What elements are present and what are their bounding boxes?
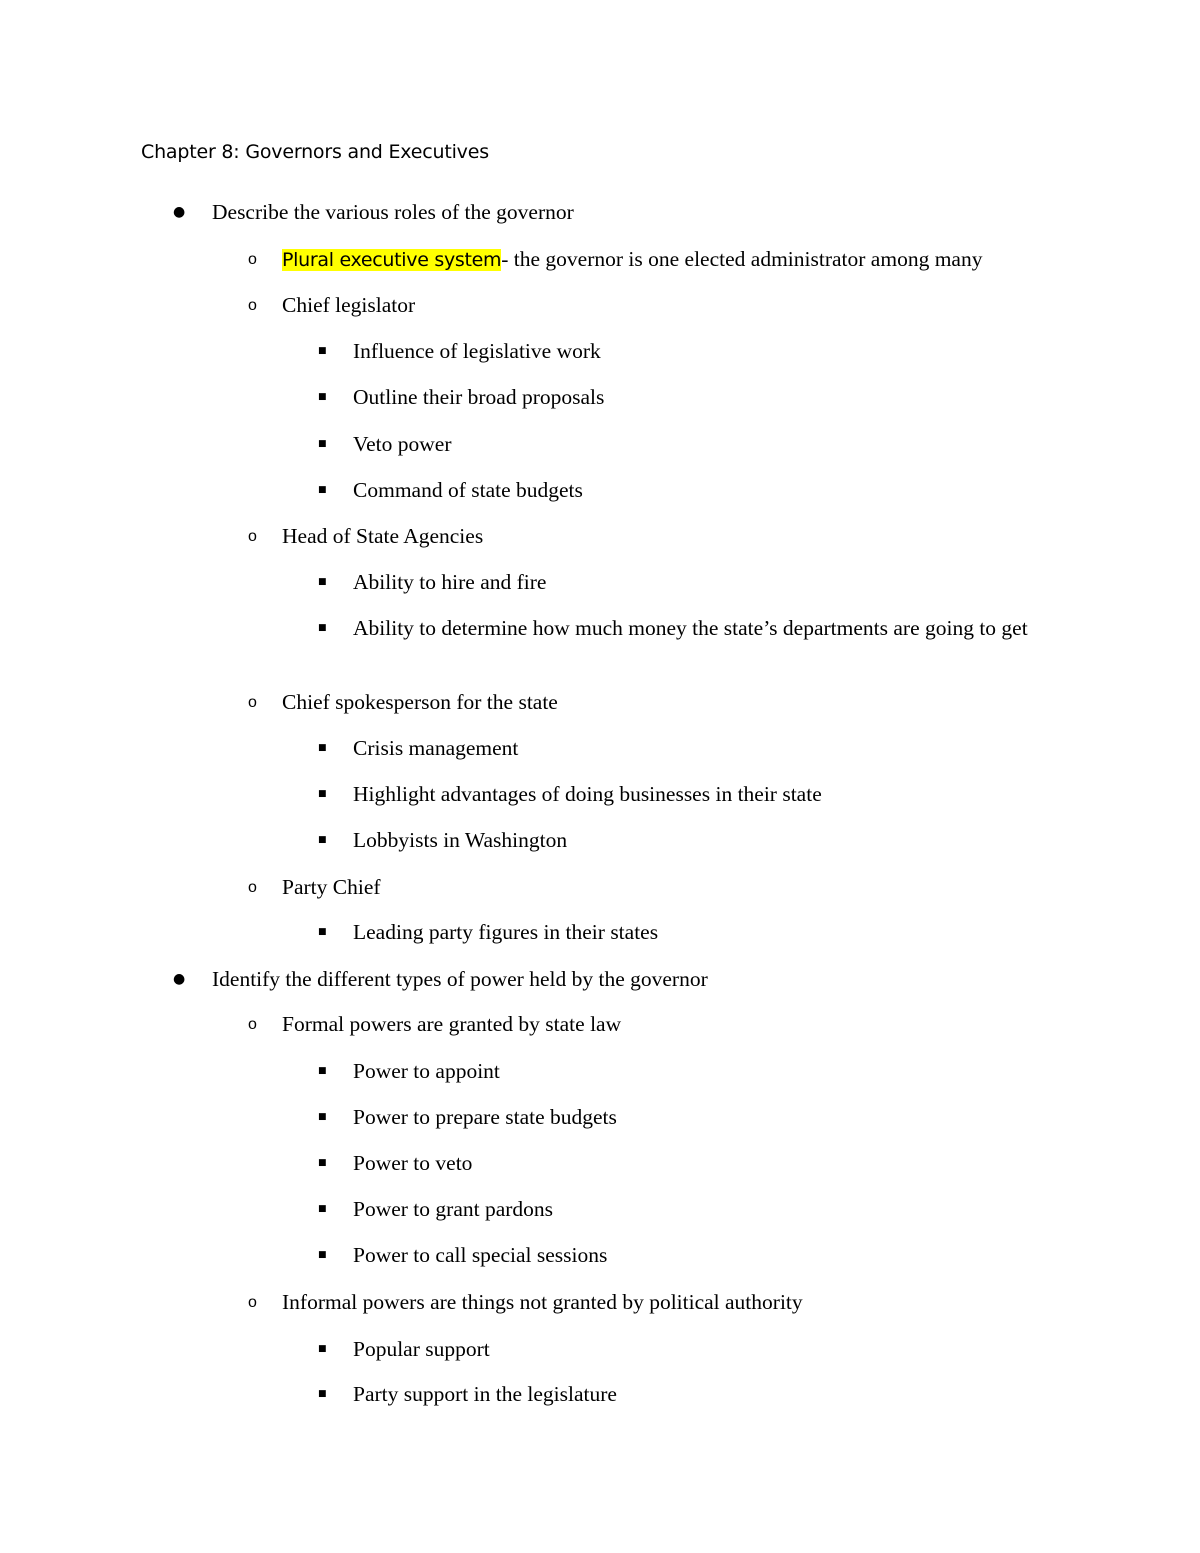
list-item-head-agencies: Head of State Agencies (282, 524, 484, 548)
list-item: Outline their broad proposals (353, 385, 605, 409)
bullet-square-icon: ■ (318, 439, 327, 449)
list-item-chief-legislator: Chief legislator (282, 293, 416, 317)
bullet-square-icon: ■ (318, 1344, 327, 1354)
bullet-square-icon: ■ (318, 485, 327, 495)
bullet-disc-icon: ● (173, 971, 186, 987)
list-item: Crisis management (353, 736, 519, 760)
bullet-circle-icon: o (248, 1294, 257, 1311)
bullet-square-icon: ■ (318, 1250, 327, 1260)
highlighted-term: Plural executive system (282, 249, 502, 271)
list-item: Power to grant pardons (353, 1197, 554, 1221)
bullet-square-icon: ■ (318, 927, 327, 937)
bullet-square-icon: ■ (318, 392, 327, 402)
list-item: Power to call special sessions (353, 1243, 608, 1267)
bullet-square-icon: ■ (318, 1389, 327, 1399)
chapter-title: Chapter 8: Governors and Executives (141, 141, 489, 163)
list-item: Popular support (353, 1337, 490, 1361)
list-item-spokesperson: Chief spokesperson for the state (282, 690, 558, 714)
bullet-square-icon: ■ (318, 1066, 327, 1076)
list-item: Highlight advantages of doing businesses in their state (353, 782, 822, 806)
bullet-square-icon: ■ (318, 577, 327, 587)
bullet-square-icon: ■ (318, 1112, 327, 1122)
list-item: Lobbyists in Washington (353, 828, 568, 852)
bullet-square-icon: ■ (318, 1158, 327, 1168)
bullet-square-icon: ■ (318, 346, 327, 356)
list-item-plural-executive (282, 245, 982, 274)
bullet-circle-icon: o (248, 297, 257, 314)
bullet-circle-icon: o (248, 879, 257, 896)
list-item: Power to appoint (353, 1059, 500, 1083)
list-item-party-chief: Party Chief (282, 875, 381, 899)
list-item: Influence of legislative work (353, 339, 601, 363)
list-item: Party support in the legislature (353, 1382, 617, 1406)
bullet-square-icon: ■ (318, 1204, 327, 1214)
list-item-formal-powers: Formal powers are granted by state law (282, 1012, 622, 1036)
bullet-circle-icon: o (248, 694, 257, 711)
list-item: Command of state budgets (353, 478, 583, 502)
list-item-informal-powers: Informal powers are things not granted by political authority (282, 1290, 803, 1314)
bullet-circle-icon: o (248, 1016, 257, 1033)
bullet-square-icon: ■ (318, 623, 327, 633)
list-item: Power to veto (353, 1151, 473, 1175)
list-item: Ability to hire and fire (353, 570, 547, 594)
plural-definition: - the governor is one elected administrator among many (501, 247, 983, 271)
bullet-square-icon: ■ (318, 835, 327, 845)
section-heading-roles: Describe the various roles of the governor (212, 200, 574, 224)
bullet-square-icon: ■ (318, 789, 327, 799)
bullet-circle-icon: o (248, 528, 257, 545)
section-heading-powers: Identify the different types of power held by the governor (212, 967, 708, 991)
bullet-circle-icon: o (248, 251, 257, 268)
bullet-disc-icon: ● (173, 204, 186, 220)
bullet-square-icon: ■ (318, 743, 327, 753)
list-item: Power to prepare state budgets (353, 1105, 617, 1129)
list-item: Leading party figures in their states (353, 920, 659, 944)
list-item: Ability to determine how much money the state’s departments are going to get (353, 616, 1028, 640)
list-item: Veto power (353, 432, 452, 456)
